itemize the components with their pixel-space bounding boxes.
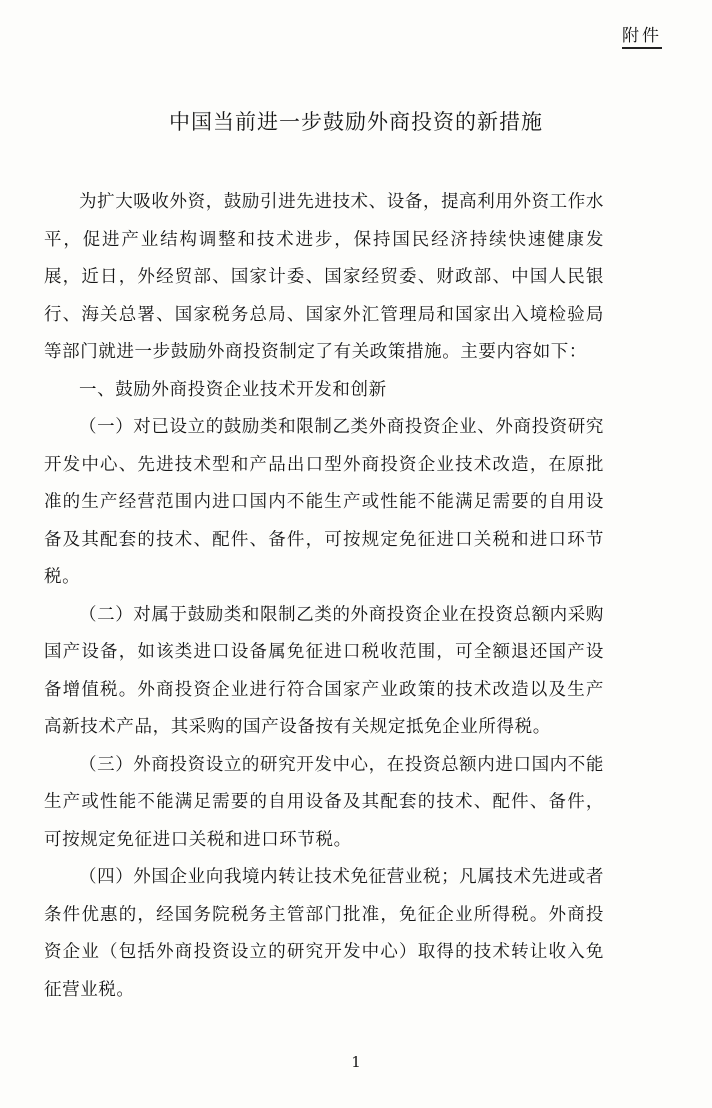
body-paragraph: （二）对属于鼓励类和限制乙类的外商投资企业在投资总额内采购国产设备，如该类进口设备属免征进口税收范围，可全额退还国产设备增值税。外商投资企业进行符合国家产业政策的技术改造以及生产高新技术产品，其采购的国产设备按有关规定抵免企业所得税。 [44,604,604,737]
page-number: 1 [351,1053,361,1071]
body-paragraph: （一）对已设立的鼓励类和限制乙类外商投资企业、外商投资研究开发中心、先进技术型和产品出口型外商投资企业技术改造，在原批准的生产经营范围内进口国内不能生产或性能不能满足需要的自用设备及其配套的技术、配件、备件，可按规定免征进口关税和进口环节税。 [44,417,604,587]
document-title: 中国当前进一步鼓励外商投资的新措施 [169,110,543,134]
body-paragraph: （三）外商投资设立的研究开发中心，在投资总额内进口国内不能生产或性能不能满足需要的自用设备及其配套的技术、配件、备件，可按规定免征进口关税和进口环节税。 [44,754,604,850]
section-heading: 一、鼓励外商投资企业技术开发和创新 [79,379,387,400]
body-paragraph: （四）外国企业向我境内转让技术免征营业税；凡属技术先进或者条件优惠的，经国务院税务主管部门批准，免征企业所得税。外商投资企业（包括外商投资设立的研究开发中心）取得的技术转让收入免征营业税。 [44,867,604,1000]
document-body [44,184,604,1009]
attachment-label: 附件 [622,26,662,49]
intro-paragraph: 为扩大吸收外资，鼓励引进先进技术、设备，提高利用外资工作水平，促进产业结构调整和技术进步，保持国民经济持续快速健康发展，近日，外经贸部、国家计委、国家经贸委、财政部、中国人民银行、海关总署、国家税务总局、国家外汇管理局和国家出入境检验局等部门就进一步鼓励外商投资制定了有关政策措施。主要内容如下： [44,192,604,362]
